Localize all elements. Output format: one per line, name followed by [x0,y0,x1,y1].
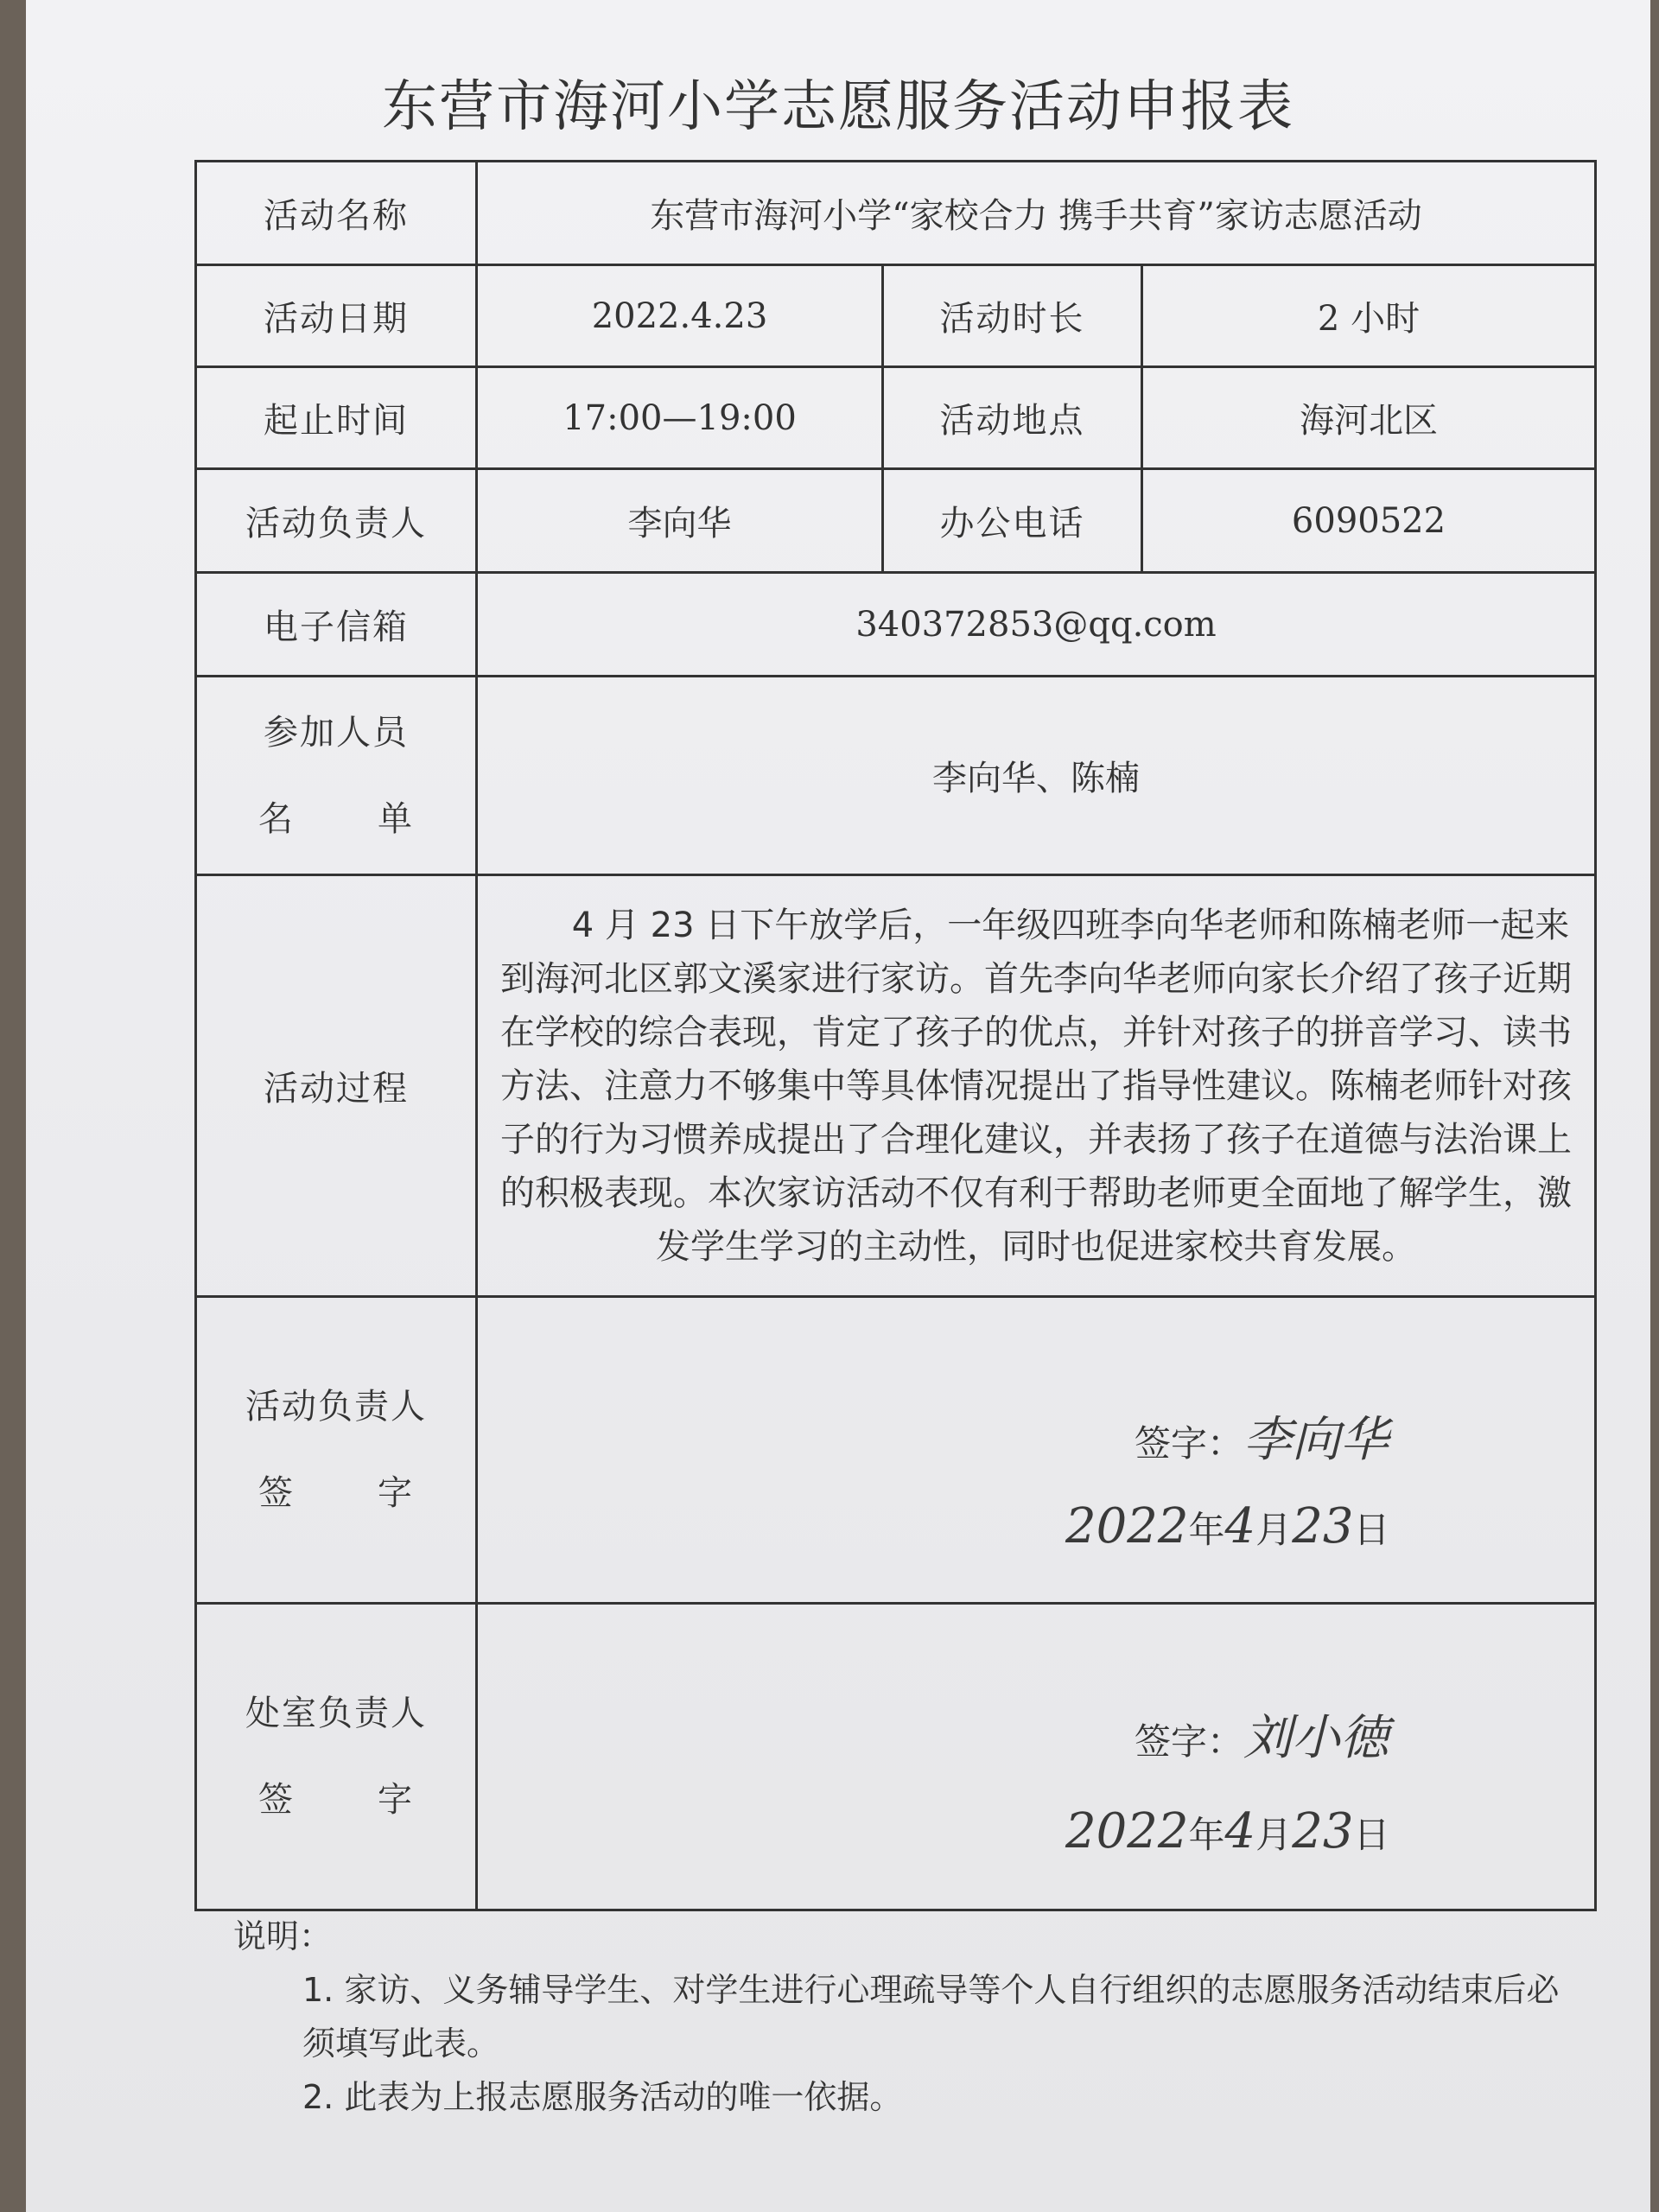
label-office-signature-char1: 签 [258,1780,295,1820]
value-activity-date: 2022.4.23 [477,265,883,367]
value-participants: 李向华、陈楠 [477,677,1596,875]
label-leader-signature [196,1297,477,1604]
office-signature-line [1135,1700,1389,1769]
notes-item-2: 2. 此表为上报志愿服务活动的唯一依据。 [302,2078,903,2116]
office-signature-prefix: 签字： [1135,1720,1244,1763]
notes-section [233,1910,1581,2124]
label-leader-signature-char1: 签 [258,1473,295,1513]
office-date-year: 2022 [1065,1803,1189,1859]
label-email: 电子信箱 [196,573,477,677]
table-row [196,162,1596,265]
leader-date-month-unit: 月 [1255,1509,1293,1551]
label-time-range: 起止时间 [196,367,477,469]
label-activity-name: 活动名称 [196,162,477,265]
label-office-phone: 办公电话 [883,469,1142,573]
leader-signature-date [1065,1498,1389,1554]
table-row [196,573,1596,677]
office-signature-date [1065,1803,1389,1859]
label-leader-signature-line2 [258,1450,414,1536]
application-table [194,160,1597,1911]
table-row [196,1297,1596,1604]
table-row [196,367,1596,469]
form-sheet [26,0,1650,2212]
label-office-signature [196,1604,477,1910]
label-process: 活动过程 [196,875,477,1297]
label-activity-date: 活动日期 [196,265,477,367]
leader-date-year-unit: 年 [1188,1509,1225,1551]
value-leader: 李向华 [477,469,883,573]
label-office-signature-line2 [258,1757,414,1843]
label-participants [196,677,477,875]
table-row [196,469,1596,573]
leader-date-year: 2022 [1065,1498,1189,1554]
notes-heading: 说明： [233,1917,333,1955]
office-date-year-unit: 年 [1188,1814,1225,1856]
value-time-range: 17:00—19:00 [477,367,883,469]
leader-signature-prefix: 签字： [1135,1422,1244,1465]
table-row [196,265,1596,367]
label-participants-char1: 名 [258,798,295,839]
leader-signature-line [1135,1402,1389,1471]
leader-signature-cell [477,1297,1596,1604]
label-leader-signature-char2: 字 [378,1473,414,1513]
value-activity-name: 东营市海河小学“家校合力 携手共育”家访志愿活动 [477,162,1596,265]
office-date-day: 23 [1292,1803,1354,1859]
leader-handwritten-signature: 李向华 [1243,1412,1389,1468]
table-row [196,677,1596,875]
table-row [196,875,1596,1297]
leader-date-day: 23 [1292,1498,1354,1554]
label-participants-char2: 单 [378,798,414,839]
label-office-signature-char2: 字 [378,1780,414,1820]
table-row [196,1604,1596,1910]
label-office-signature-line1: 处室负责人 [245,1694,427,1733]
label-duration: 活动时长 [883,265,1142,367]
value-email: 340372853@qq.com [477,573,1596,677]
value-location: 海河北区 [1142,367,1596,469]
leader-date-day-unit: 日 [1353,1509,1390,1551]
label-location: 活动地点 [883,367,1142,469]
office-date-day-unit: 日 [1353,1814,1390,1856]
notes-item-1: 1. 家访、义务辅导学生、对学生进行心理疏导等个人自行组织的志愿服务活动结束后必须填写此表。 [302,1971,1560,2063]
value-process: 4 月 23 日下午放学后，一年级四班李向华老师和陈楠老师一起来到海河北区郭文溪家进行家访。首先李向华老师向家长介绍了孩子近期在学校的综合表现，肯定了孩子的优点，并针对孩子的拼音学习、读书方法、注意力不够集中等具体情况提出了指导性建议。陈楠老师针对孩子的行为习惯养成提出了合理化建议，并表扬了孩子在道德与法治课上的积极表现。本次家访活动不仅有利于帮助老师更全面地了解学生，激发学生学习的主动性，同时也促进家校共育发展。 [477,875,1596,1297]
office-signature-cell [477,1604,1596,1910]
value-office-phone: 6090522 [1142,469,1596,573]
label-participants-line1: 参加人员 [264,712,409,753]
label-participants-line2 [258,776,414,862]
office-date-month: 4 [1224,1803,1256,1859]
leader-date-month: 4 [1224,1498,1256,1554]
office-date-month-unit: 月 [1255,1814,1293,1856]
page-title: 东营市海河小学志愿服务活动申报表 [382,75,1294,139]
label-leader: 活动负责人 [196,469,477,573]
label-leader-signature-line1: 活动负责人 [245,1387,427,1427]
value-duration: 2 小时 [1142,265,1596,367]
office-handwritten-signature: 刘小徳 [1243,1710,1389,1766]
